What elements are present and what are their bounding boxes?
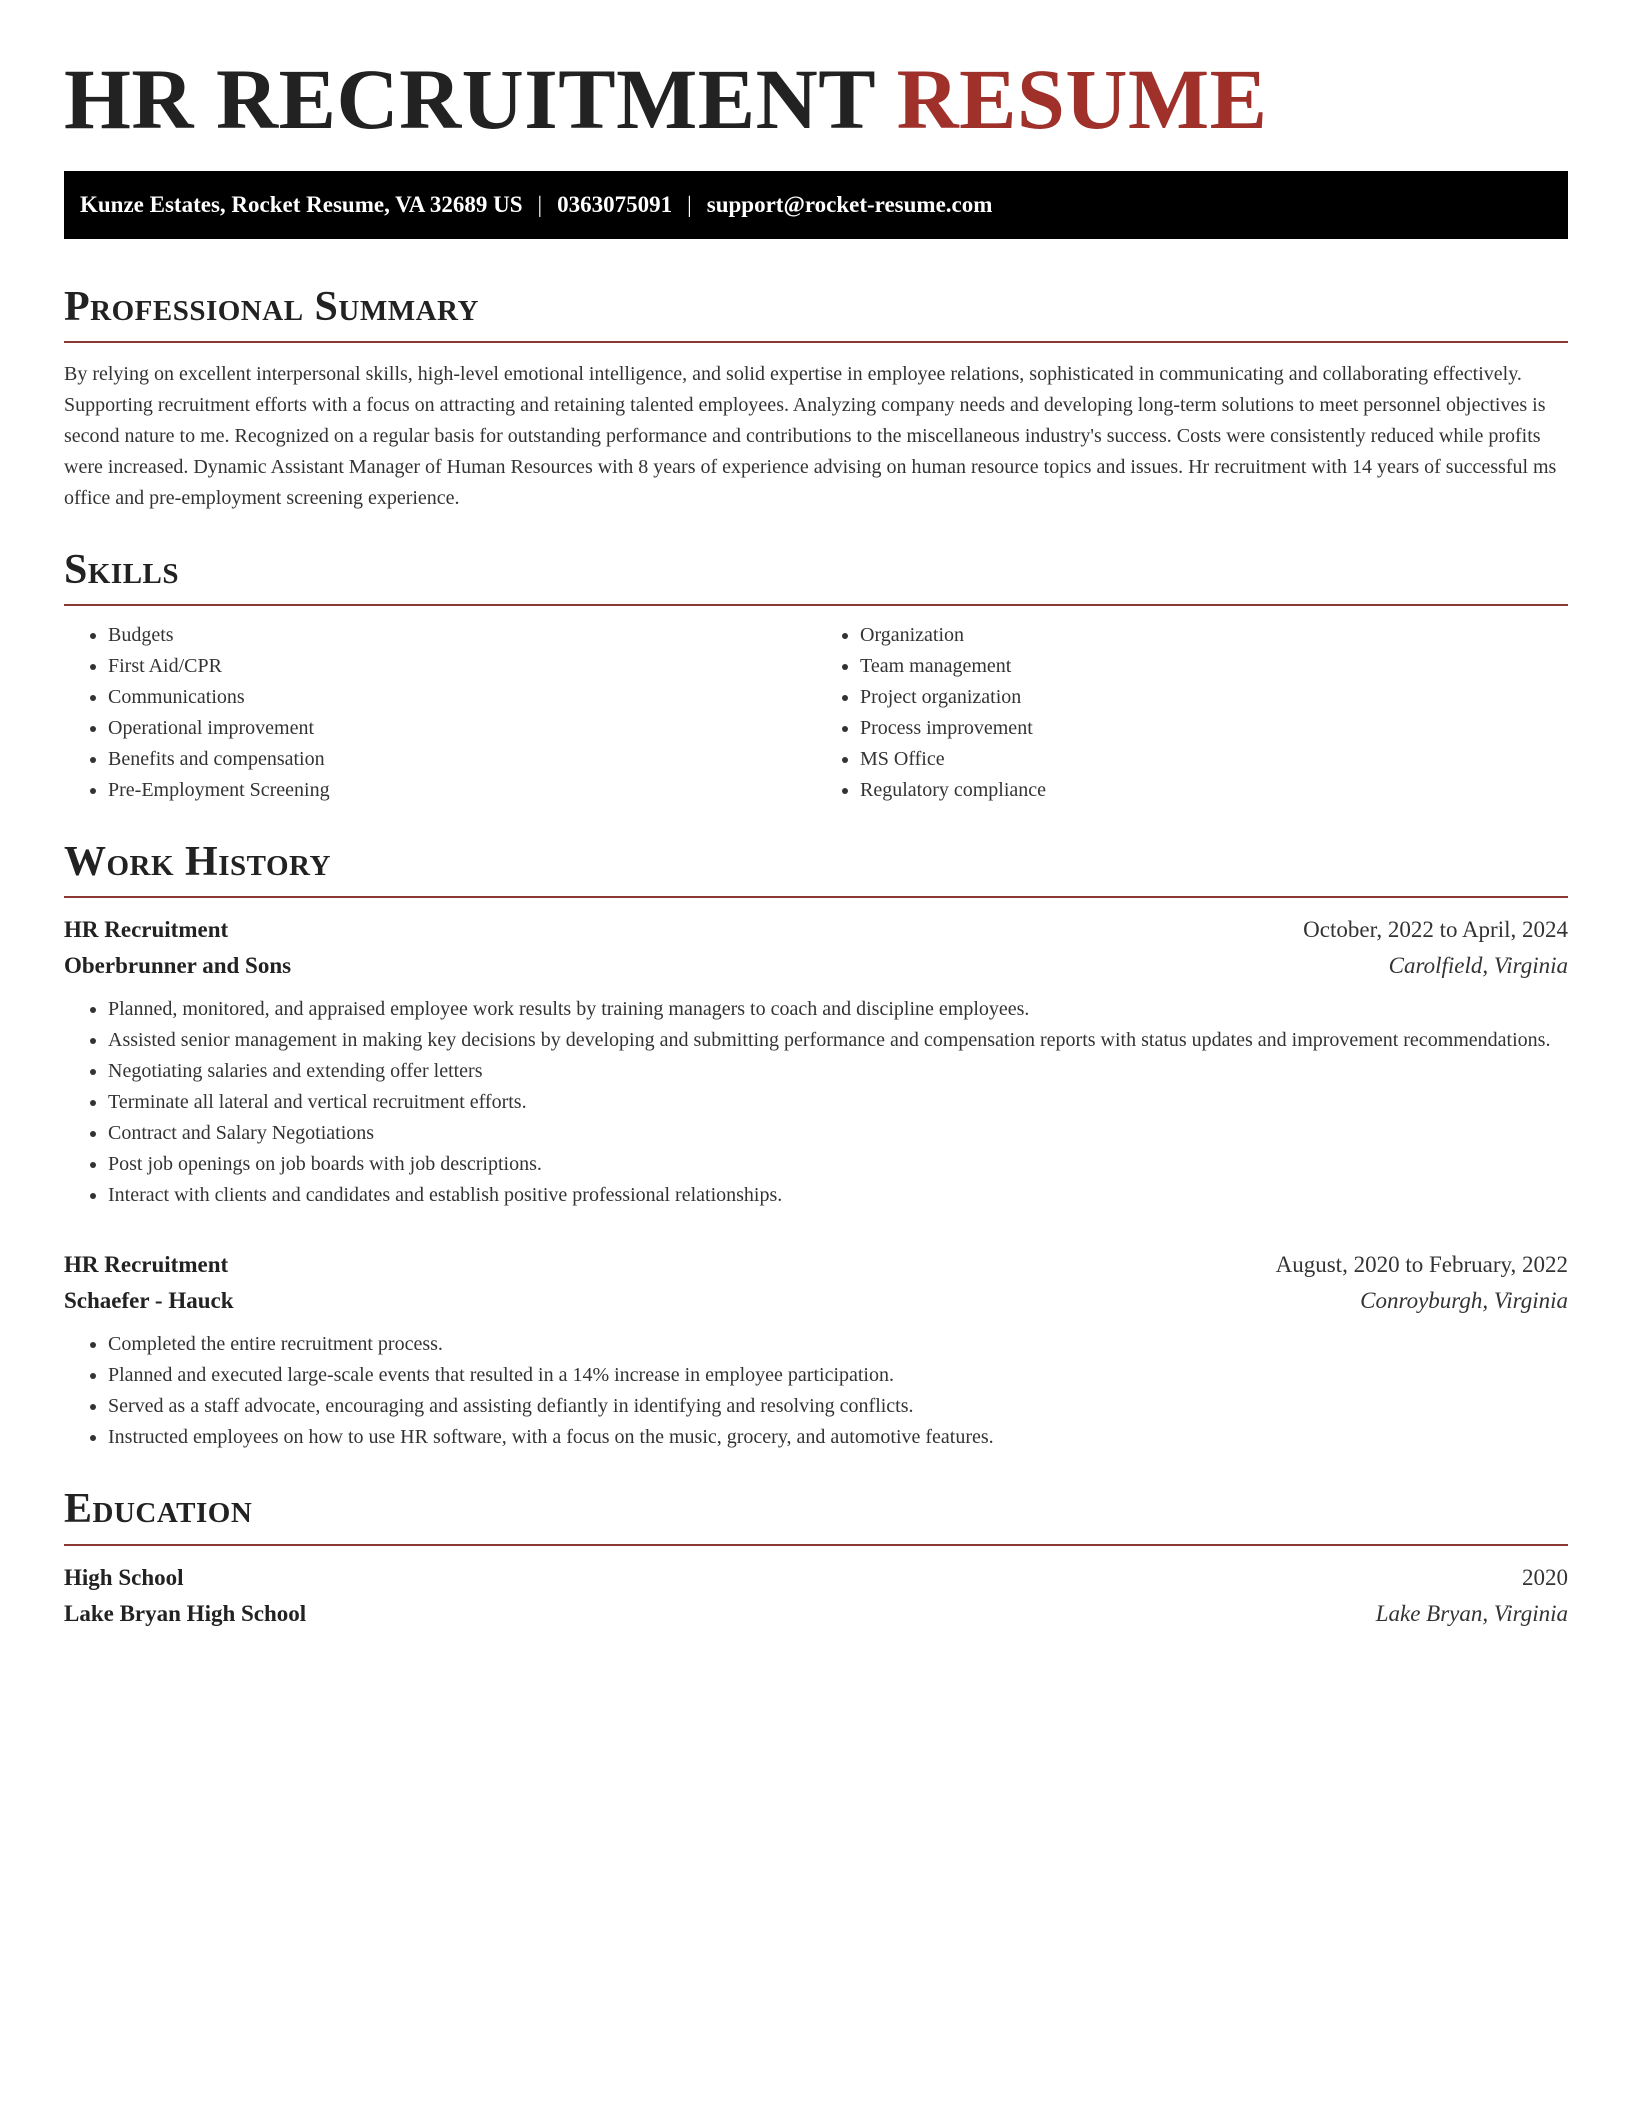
job-company: Schaefer - Hauck <box>64 1288 234 1314</box>
contact-email: support@rocket-resume.com <box>706 191 993 217</box>
job-bullets <box>64 994 1568 1211</box>
work-history-heading: Work History <box>64 838 1568 898</box>
job-header-row <box>64 912 1568 948</box>
job-bullet: • Instructed employees on how to use HR software, with a focus on the music, grocery, and automotive features. <box>108 1422 1568 1453</box>
work-history-section <box>64 838 1568 1453</box>
job-bullet: • Terminate all lateral and vertical recruitment efforts. <box>108 1087 1568 1118</box>
job-bullet: • Negotiating salaries and extending offer letters <box>108 1056 1568 1087</box>
contact-address: Kunze Estates, Rocket Resume, VA 32689 US <box>80 191 523 217</box>
job-bullet: • Post job openings on job boards with job descriptions. <box>108 1149 1568 1180</box>
job-bullet: • Completed the entire recruitment process. <box>108 1329 1568 1360</box>
job-bullet: • Served as a staff advocate, encouraging and assisting defiantly in identifying and resolving conflicts. <box>108 1391 1568 1422</box>
education-heading: Education <box>64 1485 1568 1545</box>
education-school-row <box>64 1596 1568 1632</box>
skill-item: • Budgets <box>108 620 816 651</box>
skill-item: • Operational improvement <box>108 713 816 744</box>
job-company: Oberbrunner and Sons <box>64 953 292 979</box>
job-bullet: • Contract and Salary Negotiations <box>108 1118 1568 1149</box>
job-bullets <box>64 1329 1568 1453</box>
job-bullet: • Planned and executed large-scale events that resulted in a 14% increase in employee participation. <box>108 1360 1568 1391</box>
skill-item: • Process improvement <box>860 713 1568 744</box>
skill-item: • First Aid/CPR <box>108 651 816 682</box>
resume-title <box>64 52 1568 147</box>
summary-section <box>64 283 1568 514</box>
title-accent: RESUME <box>896 51 1268 147</box>
education-school: Lake Bryan High School <box>64 1600 307 1626</box>
skill-item: • Organization <box>860 620 1568 651</box>
job-bullet: • Assisted senior management in making key decisions by developing and submitting performance and compensation reports with status updates and improvement recommendations. <box>108 1025 1568 1056</box>
education-header-row <box>64 1560 1568 1596</box>
contact-separator: | <box>687 191 692 217</box>
job-bullet: • Planned, monitored, and appraised employee work results by training managers to coach and discipline employees. <box>108 994 1568 1025</box>
skill-item: • Team management <box>860 651 1568 682</box>
education-degree: High School <box>64 1564 184 1590</box>
education-year: 2020 <box>1522 1564 1568 1590</box>
skills-heading: Skills <box>64 546 1568 606</box>
skill-item: • MS Office <box>860 744 1568 775</box>
education-location: Lake Bryan, Virginia <box>1375 1600 1568 1626</box>
skill-item: • Benefits and compensation <box>108 744 816 775</box>
job-title: HR Recruitment <box>64 917 229 943</box>
skills-list-right <box>816 620 1568 806</box>
skill-item: • Project organization <box>860 682 1568 713</box>
job-entry <box>64 912 1568 1211</box>
job-location: Carolfield, Virginia <box>1388 953 1568 979</box>
summary-text: By relying on excellent interpersonal skills, high-level emotional intelligence, and solid expertise in employee relations, sophisticated in communicating and collaborating effectively. Supporting recruitment efforts with a focus on attracting and retaining talented employees. Analyzing company needs and developing long-term solutions to meet personnel objectives is second nature to me. Recognized on a regular basis for outstanding performance and contributions to the miscellaneous industry's success. Costs were consistently reduced while profits were increased. Dynamic Assistant Manager of Human Resources with 8 years of experience advising on human resource topics and issues. Hr recruitment with 14 years of successful ms office and pre-employment screening experience. <box>64 362 1557 509</box>
skills-section <box>64 546 1568 806</box>
job-title: HR Recruitment <box>64 1252 229 1278</box>
job-company-row <box>64 948 1568 984</box>
skill-item: • Pre-Employment Screening <box>108 775 816 806</box>
job-dates: August, 2020 to February, 2022 <box>1275 1252 1568 1278</box>
job-dates: October, 2022 to April, 2024 <box>1303 917 1568 943</box>
contact-bar <box>64 171 1568 239</box>
job-bullet: • Interact with clients and candidates and establish positive professional relationships. <box>108 1180 1568 1211</box>
job-location: Conroyburgh, Virginia <box>1360 1288 1568 1314</box>
job-entry <box>64 1247 1568 1453</box>
summary-heading: Professional Summary <box>64 283 1568 343</box>
skills-grid <box>64 620 1568 806</box>
contact-phone: 0363075091 <box>557 191 673 217</box>
skill-item: • Regulatory compliance <box>860 775 1568 806</box>
title-main: HR RECRUITMENT <box>64 51 875 147</box>
education-section <box>64 1485 1568 1631</box>
job-company-row <box>64 1283 1568 1319</box>
contact-separator: | <box>537 191 543 217</box>
job-header-row <box>64 1247 1568 1283</box>
skill-item: • Communications <box>108 682 816 713</box>
education-entry <box>64 1560 1568 1632</box>
skills-list-left <box>64 620 816 806</box>
